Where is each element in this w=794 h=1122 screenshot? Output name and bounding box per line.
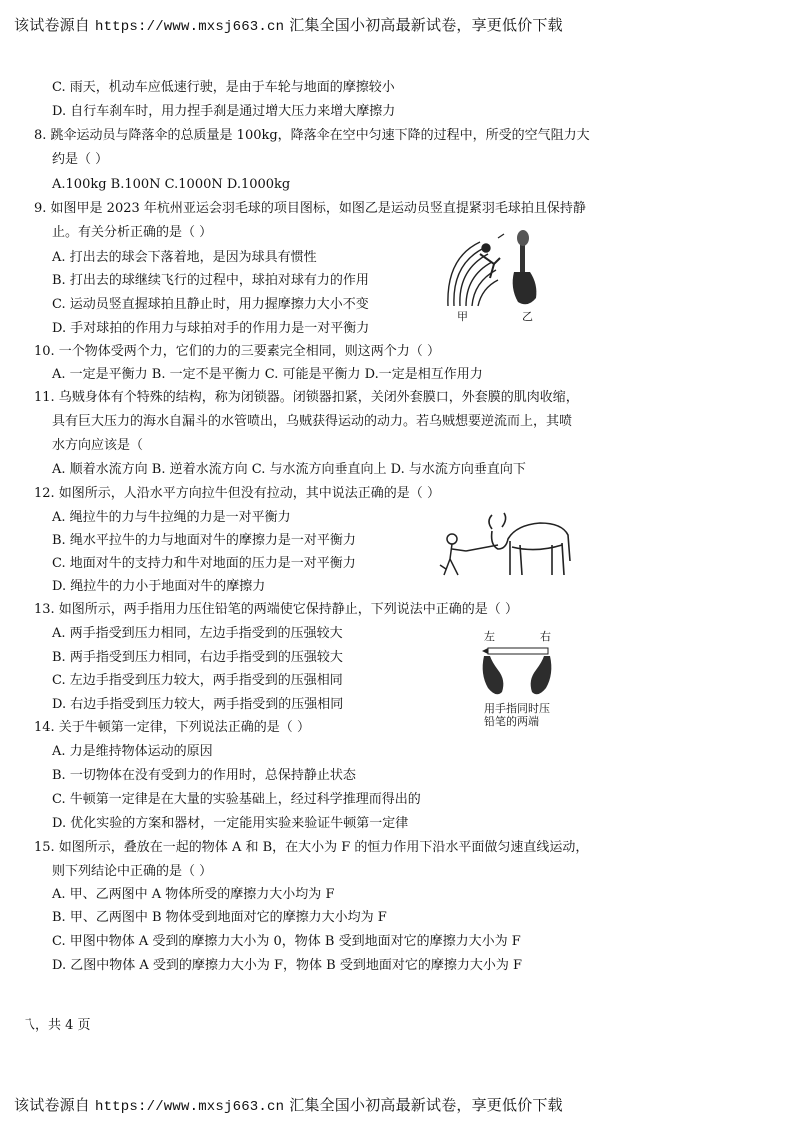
q14-option-c: C. 牛顿第一定律是在大量的实验基础上，经过科学推理而得出的 [52,792,421,807]
q9-label-jia: 甲 [457,310,468,323]
q9-stem-line2: 止。有关分析正确的是（ ） [52,225,213,240]
q13-figure-pencil-fingers [478,644,558,700]
banner-url-link[interactable]: https://www.mxsj663.cn [94,19,285,35]
banner-suffix: 汇集全国小初高最新试卷，享更低价下载 [289,1096,563,1114]
rope [466,545,498,551]
q7-option-d: D. 自行车刹车时，用力捏手刹是通过增大压力来增大摩擦力 [52,104,396,119]
q10-stem: 10. 一个物体受两个力，它们的力的三要素完全相同，则这两个力（ ） [34,344,440,359]
banner-prefix: 该试卷源自 [14,1096,91,1114]
q13-label-right: 右 [540,630,551,643]
q13-option-b: B. 两手指受到压力相同，右边手指受到的压强较大 [52,650,343,665]
source-banner-top [14,14,563,35]
q9-stem-line1: 9. 如图甲是 2023 年杭州亚运会羽毛球的项目图标，如图乙是运动员竖直提紧羽毛球拍且保持静 [34,201,586,216]
q15-stem-line1: 15. 如图所示，叠放在一起的物体 A 和 B，在大小为 F 的恒力作用下沿水平面做匀速直线运动， [34,840,589,855]
q7-option-c: C. 雨天，机动车应低速行驶，是由于车轮与地面的摩擦较小 [52,80,395,95]
q13-stem: 13. 如图所示，两手指用力压住铅笔的两端使它保持静止，下列说法中正确的是（ ） [34,602,518,617]
q11-stem-line1: 11. 乌贼身体有个特殊的结构，称为闭锁器。闭锁器扣紧，关闭外套膜口，外套膜的肌肉收缩， [34,390,579,405]
q13-option-c: C. 左边手指受到压力较大，两手指受到的压强相同 [52,673,343,688]
q12-option-c: C. 地面对牛的支持力和牛对地面的压力是一对平衡力 [52,556,356,571]
q11-stem-line3: 水方向应该是（ [52,438,144,453]
q13-label-left: 左 [484,630,495,643]
q13-option-d: D. 右边手指受到压力较大，两手指受到的压强相同 [52,697,344,712]
q9-label-yi: 乙 [522,310,533,323]
q14-option-a: A. 力是维持物体运动的原因 [52,744,213,759]
q15-stem-line2: 则下列结论中正确的是（ ） [52,864,213,879]
q10-options: A. 一定是平衡力 B. 一定不是平衡力 C. 可能是平衡力 D.一定是相互作用力 [52,367,483,382]
q8-options: A.100kg B.100N C.1000N D.1000kg [52,177,291,192]
q12-option-b: B. 绳水平拉牛的力与地面对牛的摩擦力是一对平衡力 [52,533,356,548]
q12-figure-person-pulling-ox [436,505,574,581]
q15-option-b: B. 甲、乙两图中 B 物体受到地面对它的摩擦力大小均为 F [52,910,387,925]
q9-option-a: A. 打出去的球会下落着地，是因为球具有惯性 [52,250,317,265]
q13-caption-line2: 铅笔的两端 [484,715,539,728]
source-banner-bottom [14,1094,563,1115]
q9-option-b: B. 打出去的球继续飞行的过程中，球拍对球有力的作用 [52,273,369,288]
q12-option-d: D. 绳拉牛的力小于地面对牛的摩擦力 [52,579,266,594]
q15-option-a: A. 甲、乙两图中 A 物体所受的摩擦力大小均为 F [52,887,335,902]
page-footer: 乁，共 4 页 [22,1018,91,1033]
q14-option-d: D. 优化实验的方案和器材，一定能用实验来验证牛顿第一定律 [52,816,409,831]
pencil-icon [482,648,548,654]
q11-options: A. 顺着水流方向 B. 逆着水流方向 C. 与水流方向垂直向上 D. 与水流方向垂直向下 [52,462,526,477]
q13-caption-line1: 用手指同时压 [484,702,550,715]
q9-option-d: D. 手对球拍的作用力与球拍对手的作用力是一对平衡力 [52,321,370,336]
q15-option-d: D. 乙图中物体 A 受到的摩擦力大小为 F，物体 B 受到地面对它的摩擦力大小为 F [52,958,522,973]
q12-stem: 12. 如图所示，人沿水平方向拉牛但没有拉动，其中说法正确的是（ ） [34,486,440,501]
person-icon [440,534,466,575]
q9-option-c: C. 运动员竖直握球拍且静止时，用力握摩擦力大小不变 [52,297,369,312]
banner-url-link[interactable]: https://www.mxsj663.cn [94,1099,285,1115]
q13-option-a: A. 两手指受到压力相同，左边手指受到的压强较大 [52,626,343,641]
badminton-icon [448,234,504,306]
q15-option-c: C. 甲图中物体 A 受到的摩擦力大小为 0，物体 B 受到地面对它的摩擦力大小为 F [52,934,521,949]
q9-figure-badminton [440,228,560,316]
q8-stem-line2: 约是（ ） [52,152,109,167]
ox-icon [489,513,570,575]
banner-suffix: 汇集全国小初高最新试卷，享更低价下载 [289,16,563,34]
hands-icon [483,656,552,694]
banner-prefix: 该试卷源自 [14,16,91,34]
q14-option-b: B. 一切物体在没有受到力的作用时，总保持静止状态 [52,768,356,783]
q14-stem: 14. 关于牛顿第一定律，下列说法正确的是（ ） [34,720,310,735]
q8-stem-line1: 8. 跳伞运动员与降落伞的总质量是 100kg，降落伞在空中匀速下降的过程中，所受的空气阻力大 [34,128,590,143]
racket-in-hand-icon [513,230,537,304]
q12-option-a: A. 绳拉牛的力与牛拉绳的力是一对平衡力 [52,510,291,525]
q11-stem-line2: 具有巨大压力的海水自漏斗的水管喷出，乌贼获得运动的动力。若乌贼想要逆流而上，其喷 [52,414,573,429]
